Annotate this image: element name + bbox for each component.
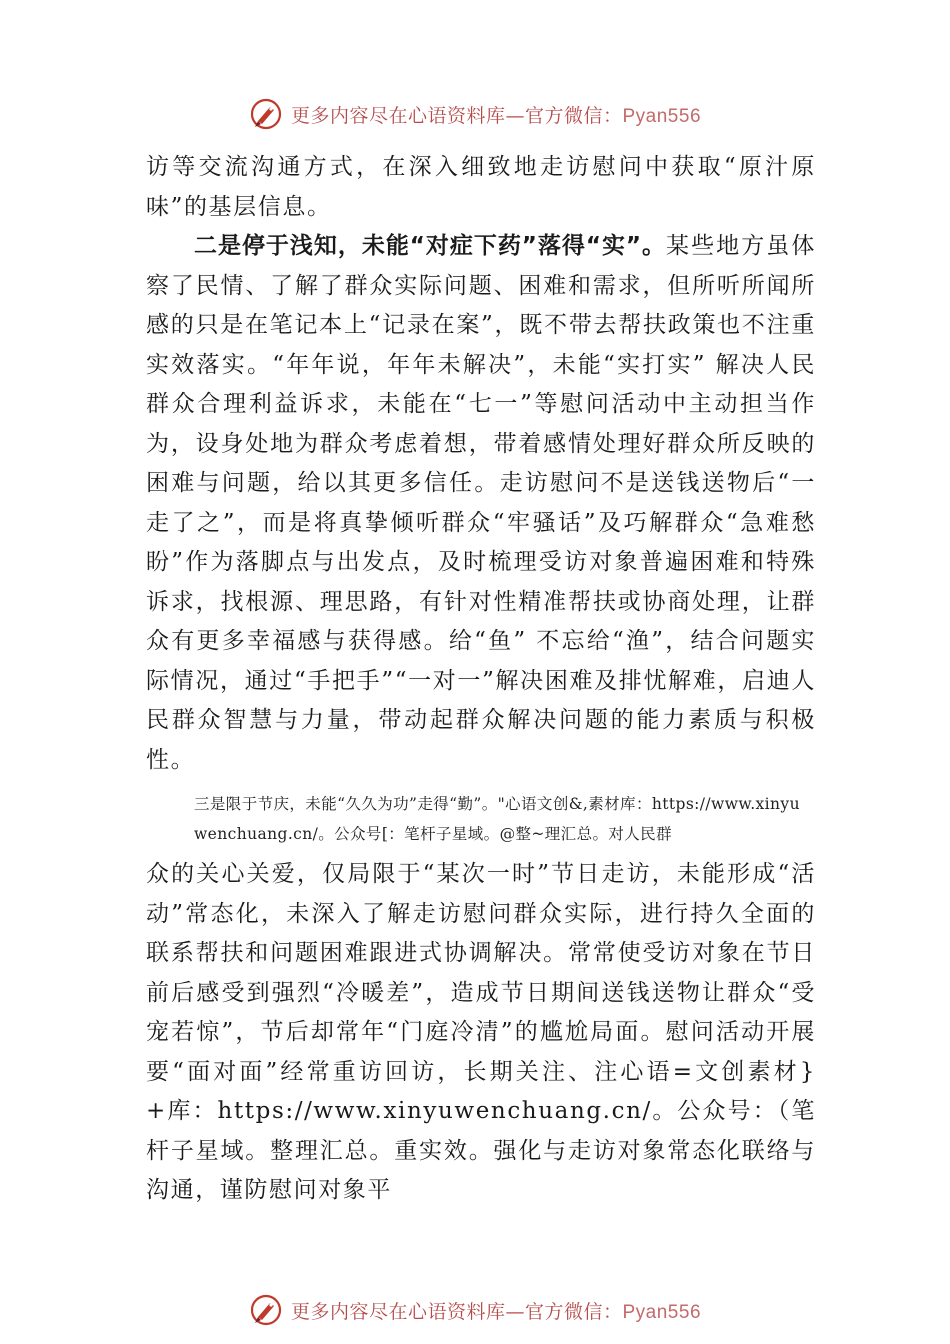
footer-banner [0, 1290, 950, 1330]
banner-text: 更多内容尽在心语资料库—官方微信：Pyan556 [290, 104, 702, 127]
paragraph-2-heading: 二是停于浅知，未能“对症下药”落得“实”。 [194, 233, 666, 259]
wechat-id: Pyan556 [622, 1301, 702, 1323]
pen-nib-logo-icon [249, 1293, 283, 1327]
paragraph-4: 众的关心关爱，仅局限于“某次一时”节日走访，未能形成“活动”常态化，未深入了解走访慰问群众实际，进行持久全面的联系帮扶和问题困难跟进式协调解决。常常使受访对象在节日前后感受到强烈“冷暖差”，造成节日期间送钱送物让群众“受宠若惊”，节后却常年“门庭冷清”的尴尬局面。慰问活动开展要“面对面”经常重访回访，长期关注、注心语=文创素材}+库：https://www.xinyuwenchuang.cn/。公众号：（笔杆子星域。整理汇总。重实效。强化与走访对象常态化联络与沟通，谨防慰问对象平 [146, 861, 816, 1203]
pen-nib-logo-icon [249, 97, 283, 131]
wechat-id: Pyan556 [622, 105, 702, 127]
paragraph-2-body: 某些地方虽体察了民情、了解了群众实际问题、困难和需求，但所听所闻所感的只是在笔记本上“记录在案”，既不带去帮扶政策也不注重实效落实。“年年说，年年未解决”，未能“实打实” 解决人民群众合理利益诉求，未能在“七一”等慰问活动中主动担当作为，设身处地为群众考虑着想，带着感情处理好群众所反映的困难与问题，给以其更多信任。走访慰问不是送钱送物后“一走了之”，而是将真挚倾听群众“牢骚话”及巧解群众“急难愁盼”作为落脚点与出发点，及时梳理受访对象普遍困难和特殊诉求，找根源、理思路，有针对性精准帮扶或协商处理，让群众有更多幸福感与获得感。给“鱼” 不忘给“渔”，结合问题实际情况，通过“手把手”“一对一”解决困难及排忧解难，启迪人民群众智慧与力量，带动起群众解决问题的能力素质与积极性。 [146, 233, 816, 773]
paragraph-1: 访等交流沟通方式，在深入细致地走访慰问中获取“原汁原味”的基层信息。 [146, 154, 816, 220]
banner-text: 更多内容尽在心语资料库—官方微信：Pyan556 [290, 1300, 702, 1323]
document-body [146, 148, 816, 1211]
header-banner [0, 94, 950, 134]
paragraph-3-inserted-note: 三是限于节庆，未能“久久为功”走得“勤”。"心语文创&,素材库：https://www.xinyuwenchuang.cn/。公众号[：笔杆子星域。@整~理汇总。对人民群 [194, 795, 800, 843]
paragraph-2 [146, 227, 816, 780]
